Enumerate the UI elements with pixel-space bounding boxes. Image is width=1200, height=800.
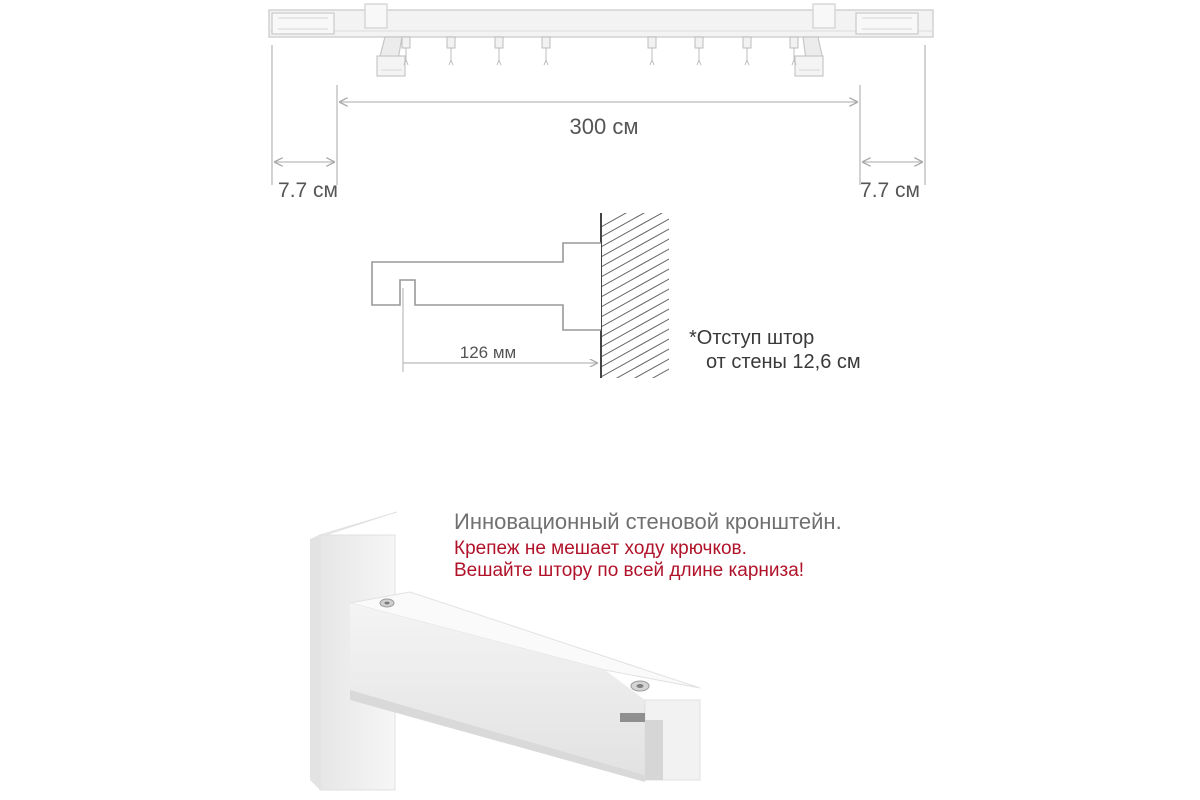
hook bbox=[695, 37, 703, 65]
left-end-cap bbox=[272, 13, 334, 34]
left-end-label: 7.7 см bbox=[278, 179, 338, 202]
wall-hatching bbox=[590, 183, 680, 463]
bracket-left bbox=[377, 37, 405, 76]
hook bbox=[542, 37, 550, 65]
offset-label: 126 мм bbox=[459, 343, 517, 362]
hook bbox=[447, 37, 455, 65]
bracket-profile bbox=[372, 243, 601, 330]
wall-plate-side bbox=[310, 535, 320, 790]
bracket-right bbox=[795, 37, 823, 76]
note-line-2: от стены 12,6 см bbox=[706, 351, 861, 373]
description-headline: Инновационный стеновой кронштейн. bbox=[454, 509, 842, 534]
rail-slot bbox=[645, 720, 663, 780]
bracket-clamp-right bbox=[813, 4, 835, 28]
hook bbox=[648, 37, 656, 65]
rod-length-label: 300 см bbox=[569, 114, 639, 139]
screw-top bbox=[380, 599, 394, 607]
bracket-clamp-left bbox=[365, 4, 387, 28]
side-profile-schematic bbox=[372, 183, 680, 463]
curtain-rod-group bbox=[269, 4, 933, 202]
description-line-2: Вешайте штору по всей длине карниза! bbox=[454, 560, 805, 581]
note-line-1: *Отступ штор bbox=[689, 327, 815, 349]
clip-insert bbox=[620, 713, 645, 722]
curtain-hooks bbox=[402, 37, 798, 65]
right-end-cap bbox=[856, 13, 918, 34]
hook bbox=[743, 37, 751, 65]
hook bbox=[495, 37, 503, 65]
screw-end bbox=[631, 681, 649, 691]
right-end-label: 7.7 см bbox=[860, 179, 920, 202]
description-line-1: Крепеж не мешает ходу крючков. bbox=[454, 538, 747, 559]
